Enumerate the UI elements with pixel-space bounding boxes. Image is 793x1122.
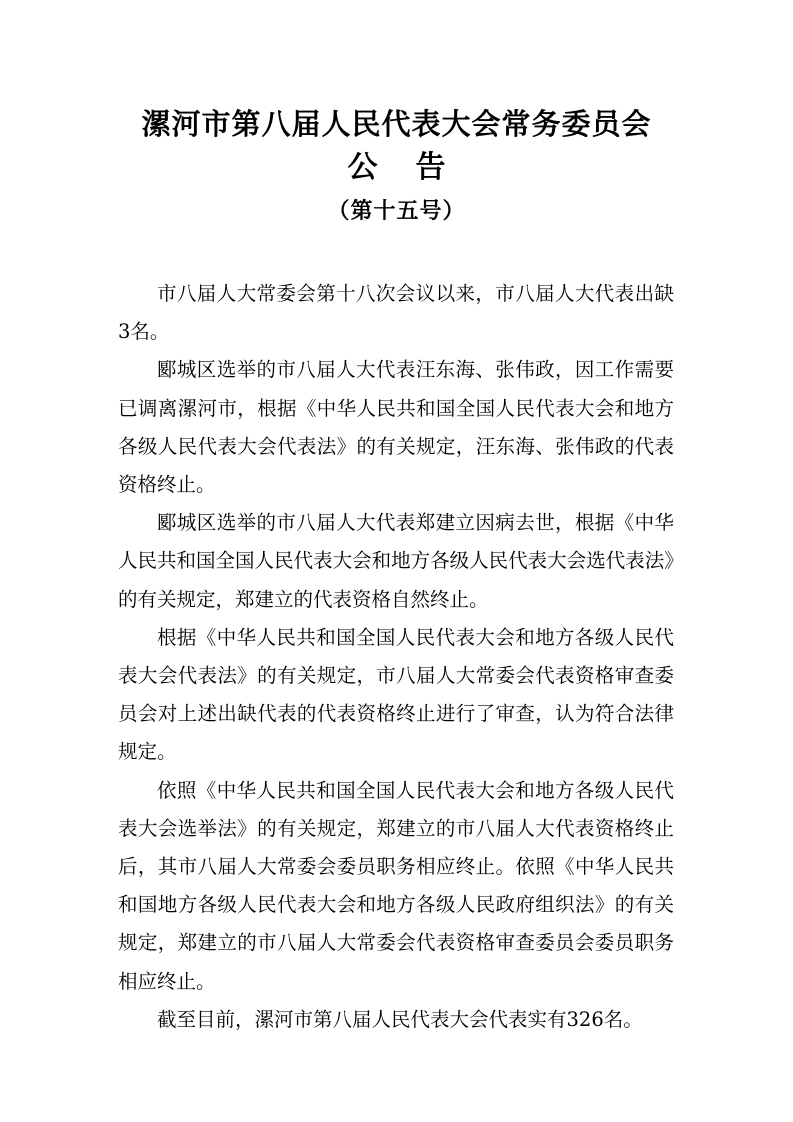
document-subtitle: 公告 — [347, 150, 484, 185]
paragraph: 郾城区选举的市八届人大代表汪东海、张伟政，因工作需要已调离漯河市，根据《中华人民共和国全国人民代表大会和地方各级人民代表大会代表法》的有关规定，汪东海、张伟政的代表资格终止。 — [118, 358, 674, 497]
document-title: 漯河市第八届人民代表大会常务委员会 — [141, 107, 652, 141]
document-body — [118, 275, 674, 1039]
paragraph: 截至目前，漯河市第八届人民代表大会代表实有326名。 — [157, 1007, 643, 1031]
document-number: （第十五号） — [327, 198, 466, 224]
paragraph: 根据《中华人民共和国全国人民代表大会和地方各级人民代表大会代表法》的有关规定，市八届人大常委会代表资格审查委员会对上述出缺代表的代表资格终止进行了审查，认为符合法律规定。 — [118, 625, 674, 764]
paragraph: 市八届人大常委会第十八次会议以来，市八届人大代表出缺3名。 — [118, 282, 674, 344]
paragraph: 郾城区选举的市八届人大代表郑建立因病去世，根据《中华人民共和国全国人民代表大会和地方各级人民代表大会选代表法》的有关规定，郑建立的代表资格自然终止。 — [118, 511, 674, 611]
paragraph: 依照《中华人民共和国全国人民代表大会和地方各级人民代表大会选举法》的有关规定，郑建立的市八届人大代表资格终止后，其市八届人大常委会委员职务相应终止。依照《中华人民共和国地方各级人民代表大会和地方各级人民政府组织法》的有关规定，郑建立的市八届人大常委会代表资格审查委员会委员职务相应终止。 — [118, 778, 674, 993]
